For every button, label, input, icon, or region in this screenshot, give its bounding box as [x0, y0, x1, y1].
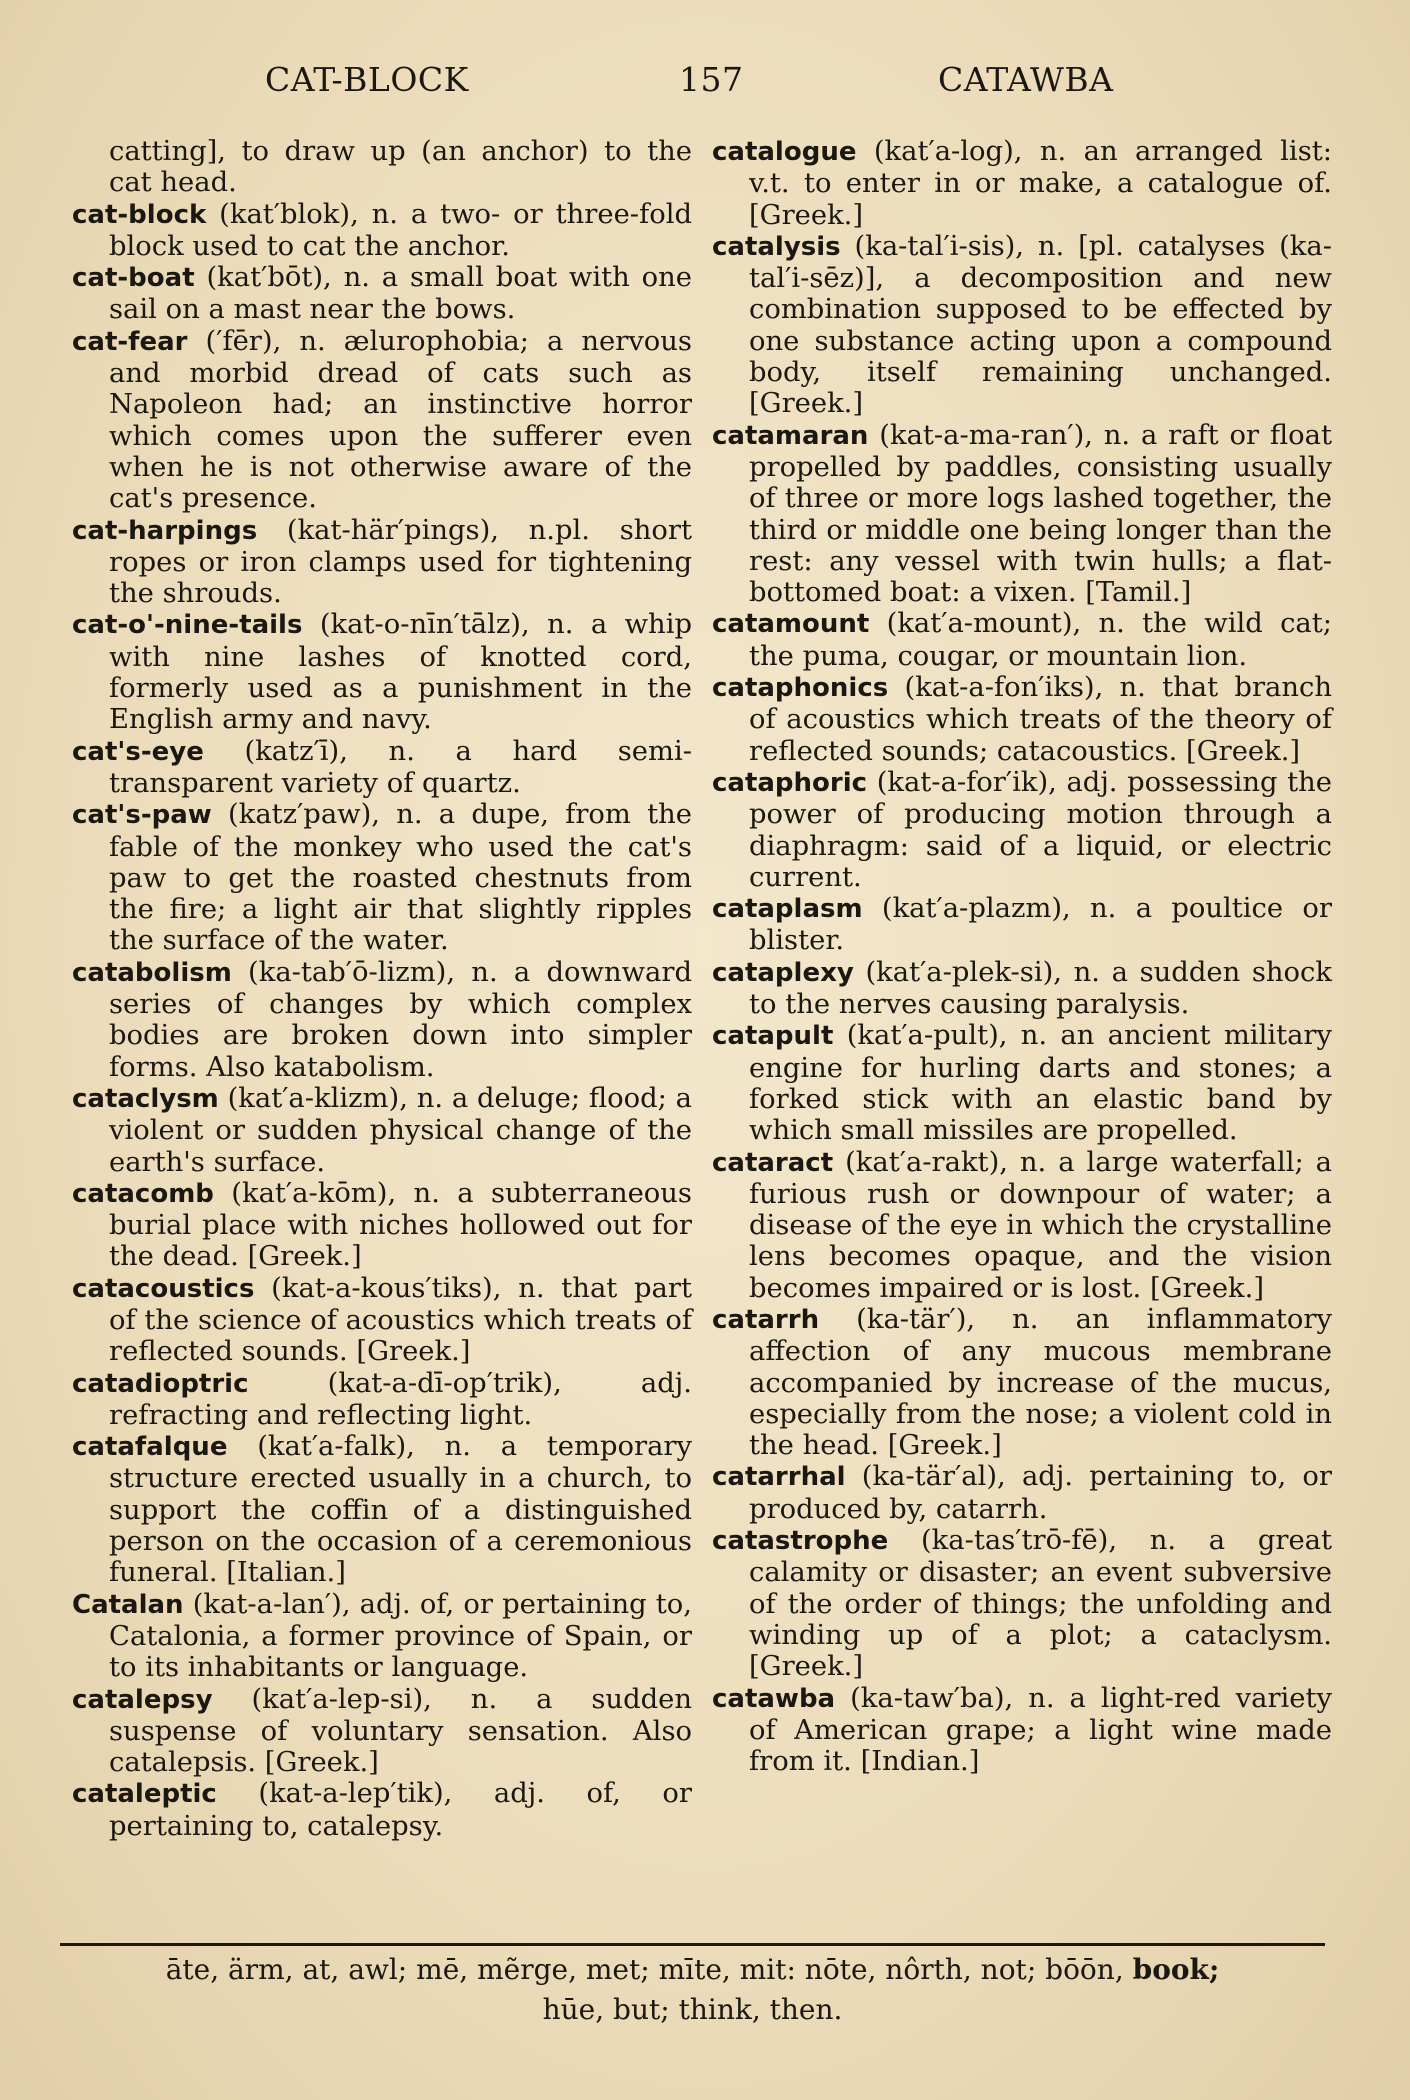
entry-definition: (ka-taw′ba), n. a light-red variety of American grape; a light wine made from it. [Indian.]	[749, 1682, 1332, 1778]
entry-headword: catapult	[712, 1021, 834, 1052]
entry-headword: catamount	[712, 609, 870, 640]
dictionary-entry	[72, 136, 692, 199]
entry-definition: (kat-a-fon′iks), n. that branch of acoustics which treats of the theory of reflected sounds; catacoustics. [Greek.]	[749, 672, 1332, 767]
dictionary-entry	[712, 136, 1332, 231]
entry-definition: (kat-a-dī-op′trik), adj. refracting and reflecting light.	[109, 1367, 692, 1431]
entry-definition: (kat-o-nīn′tālz), n. a whip with nine lashes of knotted cord, formerly used as a punishment in the English army and navy.	[109, 609, 692, 736]
dictionary-entry	[72, 957, 692, 1083]
entry-definition: (kat′bōt), n. a small boat with one sail on a mast near the bows.	[109, 262, 692, 326]
entry-headword: cataplasm	[712, 894, 863, 925]
entry-headword: cat-harpings	[72, 515, 258, 546]
entry-headword: cat-o'-nine-tails	[72, 610, 303, 641]
entry-headword: cat-boat	[72, 263, 195, 294]
entry-headword: cataplexy	[712, 957, 854, 988]
dictionary-entry	[712, 672, 1332, 767]
dictionary-entry	[712, 608, 1332, 672]
dictionary-entry	[72, 609, 692, 735]
entry-headword: cataphonics	[712, 673, 889, 704]
dictionary-entry	[72, 326, 692, 515]
entry-headword: cat's-paw	[72, 800, 212, 831]
guide-word-right: CATAWBA	[938, 60, 1114, 99]
dictionary-entry	[712, 1147, 1332, 1304]
dictionary-entry	[72, 1589, 692, 1684]
entry-definition: (kat′a-plazm), n. a poultice or blister.	[749, 893, 1332, 957]
dictionary-entry	[72, 1368, 692, 1432]
entry-definition: (ka-tär′al), adj. pertaining to, or produced by, catarrh.	[749, 1461, 1332, 1525]
entry-definition: (kat′a-pult), n. an ancient military engine for hurling darts and stones; a forked stick with an elastic band by which small missiles are propelled.	[749, 1020, 1332, 1147]
entry-headword: catastrophe	[712, 1526, 889, 1557]
dictionary-entry	[712, 420, 1332, 609]
running-head	[0, 60, 1410, 104]
entry-definition: (kat-a-lep′tik), adj. of, or pertaining to, catalepsy.	[109, 1778, 692, 1842]
entry-headword: catacoustics	[72, 1273, 255, 1304]
entry-definition: (kat-a-lan′), adj. of, or pertaining to, Catalonia, a former province of Spain, or to its inhabitants or language.	[109, 1588, 692, 1684]
entry-headword: catadioptric	[72, 1368, 249, 1399]
entry-definition: (kat′a-kōm), n. a subterraneous burial place with niches hollowed out for the dead. [Greek.]	[109, 1177, 692, 1273]
entry-headword: cataract	[712, 1147, 834, 1178]
entry-headword: catamaran	[712, 420, 869, 451]
key-line-1-text: āte, ärm, at, awl; mē, mẽrge, met; mīte, mit: nōte, nôrth, not; bōōn,	[165, 1953, 1124, 1986]
entry-definition: (kat′a-plek-si), n. a sudden shock to the nerves causing paralysis.	[749, 956, 1332, 1021]
entry-headword: cat's-eye	[72, 736, 204, 767]
entry-definition: (kat-a-ma-ran′), n. a raft or float propelled by paddles, consisting usually of three or more logs lashed together, the third or middle one being longer than the rest: any vessel with twin hulls; a flat-bottomed boat: a vixen. [Tamil.]	[749, 419, 1332, 609]
entry-definition: (kat′a-rakt), n. a large waterfall; a furious rush or downpour of water; a disease of the eye in which the crystalline lens becomes opaque, and the vision becomes impaired or is lost. [Greek.]	[749, 1146, 1333, 1304]
entry-headword: catafalque	[72, 1432, 228, 1463]
entry-definition: (ka-tas′trō-fē), n. a great calamity or disaster; an event subversive of the order of things; the unfolding and winding up of a plot; a cataclysm. [Greek.]	[749, 1525, 1332, 1683]
entry-headword: cataclysm	[72, 1083, 219, 1114]
dictionary-entry	[712, 1304, 1332, 1461]
entry-definition: (ka-tab′ō-lizm), n. a downward series of changes by which complex bodies are broken down into simpler forms. Also katabolism.	[109, 956, 692, 1083]
entry-headword: cat-block	[72, 199, 207, 230]
entry-definition: (kat-a-for′ik), adj. possessing the power of producing motion through a diaphragm: said of a liquid, or electric current.	[749, 766, 1332, 893]
entry-headword: catabolism	[72, 957, 232, 988]
entry-headword: catalysis	[712, 231, 841, 262]
page-number: 157	[679, 60, 744, 99]
dictionary-entry	[712, 1683, 1332, 1778]
entry-headword: catarrh	[712, 1304, 820, 1335]
entry-headword: catalepsy	[72, 1684, 213, 1715]
entry-headword: cataphoric	[712, 767, 868, 798]
entry-definition: (kat′a-lep-si), n. a sudden suspense of voluntary sensation. Also catalepsis. [Greek.]	[109, 1683, 692, 1779]
entry-definition: (ka-tär′), n. an inflammatory affection of any mucous membrane accompanied by increase of the mucus, especially from the nose; a violent cold in the head. [Greek.]	[749, 1303, 1332, 1462]
guide-word-left: CAT-BLOCK	[265, 60, 469, 99]
dictionary-entry	[72, 262, 692, 326]
entry-headword: cataleptic	[72, 1779, 217, 1810]
entry-definition: (kat′blok), n. a two- or three-fold block used to cat the anchor.	[109, 198, 692, 262]
footer-rule	[60, 1943, 1325, 1946]
dictionary-entry	[72, 1684, 692, 1779]
dictionary-entry	[72, 199, 692, 263]
entry-definition: (kat-a-kous′tiks), n. that part of the science of acoustics which treats of reflected sounds. [Greek.]	[109, 1272, 692, 1368]
pronunciation-key-line-2: hūe, but; think, then.	[542, 1993, 843, 2026]
pronunciation-key-line-1	[60, 1950, 1325, 1990]
entry-definition: (kat-här′pings), n.pl. short ropes or iron clamps used for tightening the shrouds.	[109, 514, 692, 610]
dictionary-entry	[72, 1178, 692, 1273]
dictionary-entry	[712, 1461, 1332, 1525]
dictionary-entry	[72, 1273, 692, 1368]
dictionary-entry	[712, 1525, 1332, 1682]
dictionary-entry	[72, 1778, 692, 1842]
left-column	[72, 136, 692, 1842]
entry-definition: (kat′a-log), n. an arranged list: v.t. to enter in or make, a catalogue of. [Greek.]	[749, 136, 1332, 231]
dictionary-entry	[712, 231, 1332, 420]
pronunciation-key	[60, 1950, 1325, 2030]
dictionary-entry	[712, 957, 1332, 1021]
dictionary-entry	[712, 767, 1332, 893]
entry-definition: (ka-tal′i-sis), n. [pl. catalyses (ka-tal′i-sēz)], a decomposition and new combination supposed to be effected by one substance acting upon a compound body, itself remaining unchanged. [Greek.]	[749, 230, 1332, 420]
right-column	[712, 136, 1332, 1777]
entry-headword: catawba	[712, 1683, 836, 1714]
entry-headword: Catalan	[72, 1589, 184, 1620]
dictionary-entry	[72, 736, 692, 800]
key-line-1-bold: book;	[1132, 1953, 1220, 1986]
entry-definition: (katz′paw), n. a dupe, from the fable of the monkey who used the cat's paw to get the roasted chestnuts from the fire; a light air that slightly ripples the surface of the water.	[109, 799, 692, 957]
dictionary-entry	[72, 1431, 692, 1588]
entry-definition: (kat′a-klizm), n. a deluge; flood; a violent or sudden physical change of the earth's surface.	[109, 1082, 692, 1178]
entry-definition: (′fēr), n. ælurophobia; a nervous and morbid dread of cats such as Napoleon had; an instinctive horror which comes upon the sufferer even when he is not otherwise aware of the cat's presence.	[109, 325, 692, 515]
entry-definition: (katz′ī), n. a hard semi-transparent variety of quartz.	[109, 735, 693, 799]
dictionary-entry	[72, 1083, 692, 1178]
entry-headword: catarrhal	[712, 1462, 846, 1493]
entry-definition: (kat′a-mount), n. the wild cat; the puma, cougar, or mountain lion.	[749, 608, 1332, 672]
dictionary-entry	[72, 799, 692, 956]
entry-headword: cat-fear	[72, 326, 188, 357]
entry-headword: catalogue	[712, 137, 857, 167]
entry-definition: catting], to draw up (an anchor) to the cat head.	[109, 136, 692, 199]
dictionary-entry	[712, 893, 1332, 957]
entry-headword: catacomb	[72, 1178, 214, 1209]
dictionary-entry	[712, 1020, 1332, 1146]
dictionary-entry	[72, 515, 692, 610]
entry-definition: (kat′a-falk), n. a temporary structure erected usually in a church, to support the coffin of a distinguished person on the occasion of a ceremonious funeral. [Italian.]	[109, 1431, 692, 1589]
